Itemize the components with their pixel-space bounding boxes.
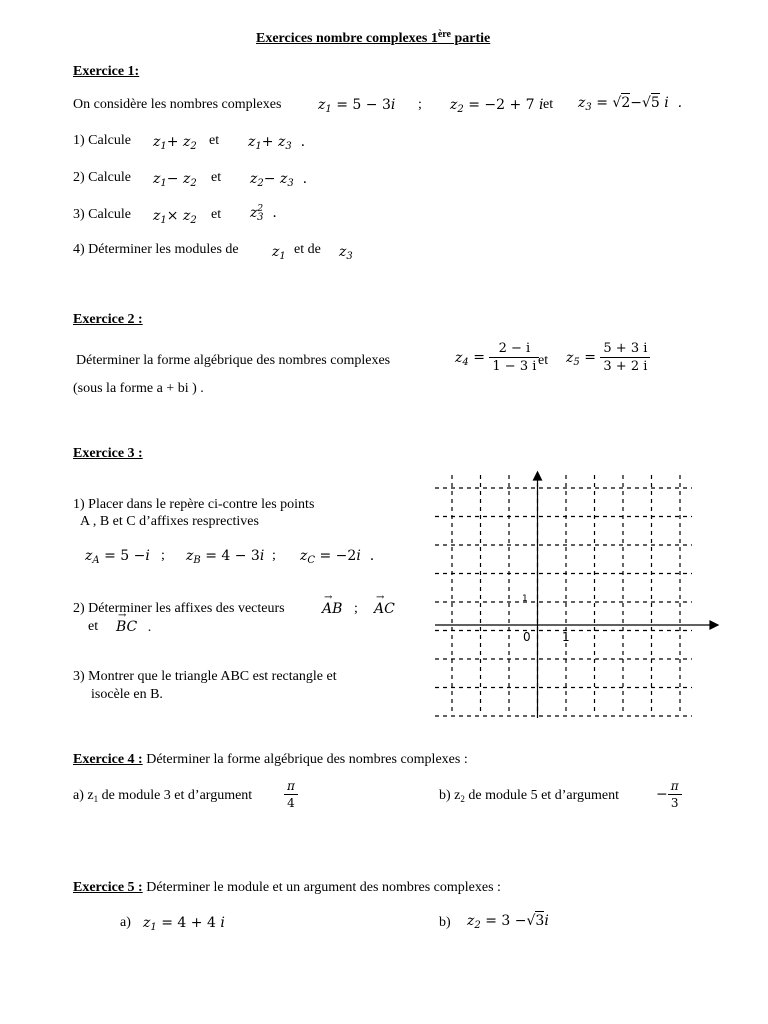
q3-expr-b: $z^2_3$ . bbox=[250, 204, 277, 223]
question-1-2: 2) Calcule bbox=[73, 170, 131, 185]
separator: ; bbox=[161, 548, 165, 563]
ex4-b: b) $z_2$ de module 5 et d’argument bbox=[439, 788, 619, 804]
ex5-b-label: b) bbox=[439, 915, 451, 930]
q2-expr-b: $z_2- z_3$ . bbox=[250, 171, 308, 189]
y-unit-label: 1 bbox=[522, 594, 528, 604]
question-1-3: 3) Calcule bbox=[73, 207, 131, 222]
q4-z3: $z_3$ bbox=[339, 244, 353, 262]
q4-mid-text: et de bbox=[294, 242, 321, 257]
exercise-1-heading: Exercice 1: bbox=[73, 64, 140, 79]
page-title: Exercices nombre complexes 1ère partie bbox=[256, 29, 491, 46]
exercise-2-note: (sous la forme a + bi ) . bbox=[73, 381, 204, 396]
ex3-q3-line2: isocèle en B. bbox=[91, 687, 163, 702]
exercise-1-intro-line: On considère les nombres complexes bbox=[73, 97, 282, 112]
z1-definition: $z_1 = 5 - 3i$ bbox=[318, 97, 396, 115]
ex3-q3-line1: 3) Montrer que le triangle ABC est rectangle et bbox=[73, 669, 337, 684]
exercise-3-heading: Exercice 3 : bbox=[73, 446, 143, 461]
exercise-5-heading: Exercice 5 : bbox=[73, 880, 143, 895]
q2-expr-a: $z_1- z_2$ bbox=[153, 171, 197, 189]
question-1-1: 1) Calcule bbox=[73, 133, 131, 148]
vector-BC: → BC . bbox=[116, 620, 151, 635]
z2-definition: $z_2 = -2 + 7$ i bbox=[450, 97, 544, 115]
et-text: et bbox=[211, 170, 222, 185]
x-axis-arrow-icon bbox=[710, 621, 718, 629]
x-unit-label: 1 bbox=[562, 630, 570, 644]
exercise-4-heading: Exercice 4 : bbox=[73, 752, 143, 767]
exercise-2-heading: Exercice 2 : bbox=[73, 312, 143, 327]
et-text: et bbox=[538, 353, 549, 368]
zC-definition: $z_C = -2i$ . bbox=[300, 548, 375, 566]
q3-expr-a: $z_1\times z_2$ bbox=[153, 208, 197, 226]
q4-z1: $z_1$ bbox=[272, 244, 286, 262]
z5-fraction: $z_5$ = $\frac{5 + 3 i}{3 + 2 i}$ bbox=[566, 342, 650, 373]
question-1-4: 4) Déterminer les modules de bbox=[73, 242, 239, 257]
et-text: et bbox=[209, 133, 220, 148]
y-axis-arrow-icon bbox=[534, 472, 542, 480]
ex3-q2: 2) Déterminer les affixes des vecteurs bbox=[73, 601, 285, 616]
ex3-q1-line1: 1) Placer dans le repère ci-contre les points bbox=[73, 497, 315, 512]
vector-AC: → AC bbox=[374, 602, 395, 617]
zB-definition: $z_B = 4 - 3i$ bbox=[186, 548, 265, 566]
exercise-5-line: Exercice 5 : Déterminer le module et un argument des nombres complexes : bbox=[73, 880, 501, 895]
z4-fraction: $z_4$ = $\frac{2 - i}{1 - 3 i}$ bbox=[455, 342, 539, 373]
exercise-4-line: Exercice 4 : Déterminer la forme algébrique des nombres complexes : bbox=[73, 752, 468, 767]
exercise-2-text: Déterminer la forme algébrique des nombres complexes bbox=[76, 353, 391, 368]
ex4-a: a) $z_1$ de module 3 et d’argument bbox=[73, 788, 253, 804]
ex4-a-fraction: $\frac{\pi}{4}$ bbox=[284, 780, 298, 809]
et-text: et bbox=[543, 97, 554, 112]
et-text: et bbox=[211, 207, 222, 222]
q1-expr-a: $z_1+ z_2$ bbox=[153, 134, 197, 152]
separator: ; bbox=[354, 601, 358, 616]
ex5-b-value: $z_2 = 3 -√3i$ bbox=[467, 913, 549, 931]
separator: ; bbox=[272, 548, 276, 563]
separator: ; bbox=[418, 97, 422, 112]
origin-label: 0 bbox=[523, 630, 531, 644]
coordinate-grid bbox=[430, 470, 720, 720]
vector-AB: → AB bbox=[322, 602, 342, 617]
ex5-a-label: a) bbox=[120, 915, 131, 930]
ex3-q1-line2: A , B et C d’affixes resprectives bbox=[80, 514, 259, 529]
q1-expr-b: $z_1+ z_3$ . bbox=[248, 134, 306, 152]
ex4-b-fraction: − $\frac{\pi}{3}$ bbox=[656, 780, 682, 809]
ex5-a-value: $z_1 = 4 + 4$ i bbox=[143, 915, 225, 933]
ex3-q2-et: et bbox=[88, 619, 99, 634]
zA-definition: $z_A = 5 -i$ bbox=[85, 548, 150, 566]
z3-definition: $z_3 = √2-√5$ i . bbox=[578, 95, 683, 113]
